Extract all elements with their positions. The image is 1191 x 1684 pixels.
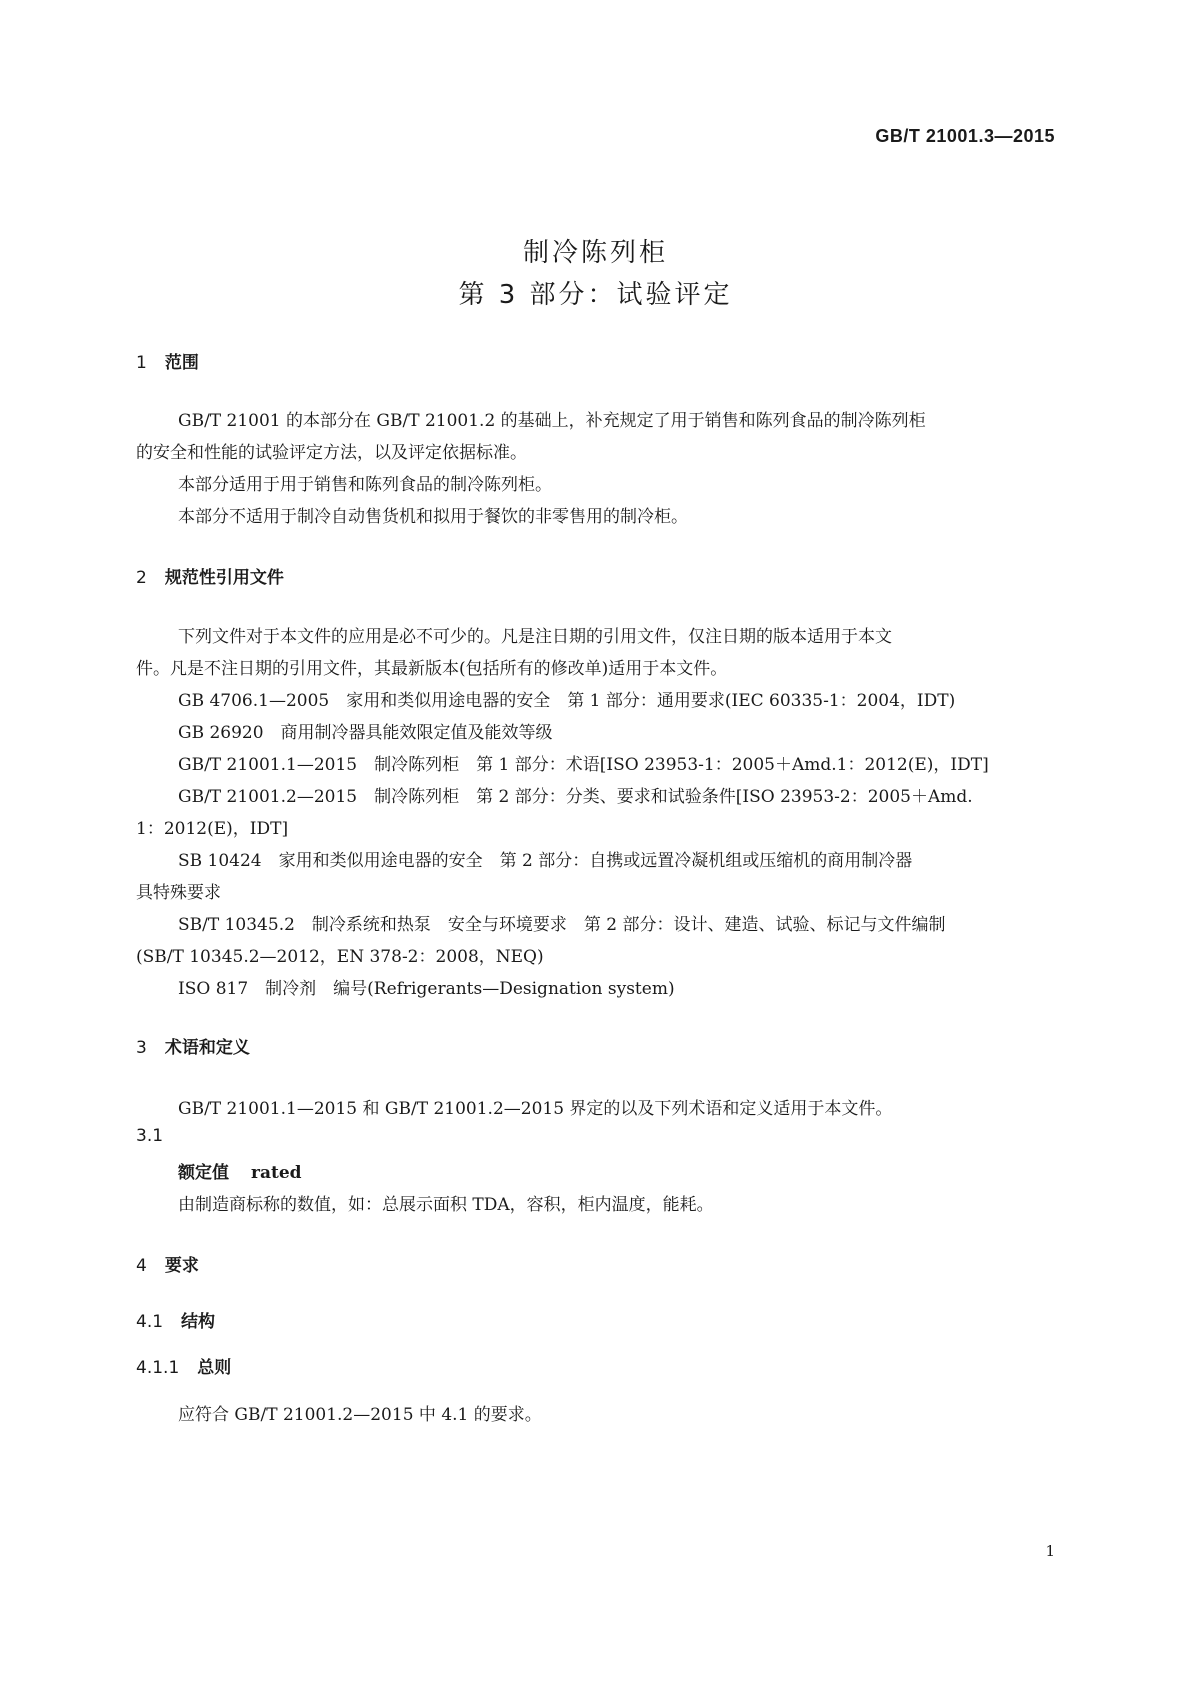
- term-definition: 由制造商标称的数值，如：总展示面积 TDA，容积，柜内温度，能耗。: [178, 1195, 714, 1215]
- section-title: 术语和定义: [164, 1038, 250, 1058]
- section-title: 要求: [164, 1256, 199, 1276]
- section-4-1-heading: [136, 1307, 215, 1332]
- section-2-heading: [136, 563, 284, 588]
- reference-item: GB 4706.1—2005 家用和类似用途电器的安全 第 1 部分：通用要求(IEC 60335-1：2004，IDT): [178, 691, 956, 711]
- section-title: 规范性引用文件: [164, 568, 284, 588]
- section-1-heading: [136, 348, 199, 373]
- paragraph-line: 本部分适用于用于销售和陈列食品的制冷陈列柜。: [178, 475, 552, 495]
- paragraph-line: 下列文件对于本文件的应用是必不可少的。凡是注日期的引用文件，仅注日期的版本适用于本文: [178, 627, 892, 647]
- section-4-1-1-heading: [136, 1353, 231, 1378]
- standard-code: GB/T 21001.3—2015: [875, 126, 1055, 146]
- reference-item: ISO 817 制冷剂 编号(Refrigerants—Designation system): [178, 979, 675, 999]
- section-3-heading: [136, 1033, 250, 1058]
- reference-item: GB/T 21001.2—2015 制冷陈列柜 第 2 部分：分类、要求和试验条件[ISO 23953-2：2005＋Amd.: [178, 787, 973, 807]
- term-number: 3.1: [136, 1126, 164, 1146]
- term-cn: 额定值: [178, 1163, 229, 1183]
- paragraph-line: GB/T 21001 的本部分在 GB/T 21001.2 的基础上，补充规定了用于销售和陈列食品的制冷陈列柜: [178, 411, 926, 431]
- section-number: 1: [136, 353, 147, 373]
- reference-item-cont: 1：2012(E)，IDT]: [136, 819, 289, 839]
- reference-item-cont: 具特殊要求: [136, 883, 221, 903]
- section-title: 范围: [164, 353, 199, 373]
- paragraph-line: 本部分不适用于制冷自动售货机和拟用于餐饮的非零售用的制冷柜。: [178, 507, 688, 527]
- paragraph-line: GB/T 21001.1—2015 和 GB/T 21001.2—2015 界定的以及下列术语和定义适用于本文件。: [178, 1099, 893, 1119]
- document-subtitle: 第 3 部分：试验评定: [458, 280, 733, 310]
- document-title: 制冷陈列柜: [522, 238, 668, 268]
- paragraph-line: 应符合 GB/T 21001.2—2015 中 4.1 的要求。: [178, 1405, 542, 1425]
- section-title: 结构: [181, 1312, 216, 1332]
- section-4-heading: [136, 1251, 199, 1276]
- term-en: rated: [251, 1163, 302, 1183]
- section-number: 4.1: [136, 1312, 164, 1332]
- paragraph-line: 的安全和性能的试验评定方法，以及评定依据标准。: [136, 443, 527, 463]
- term-entry: [178, 1158, 302, 1183]
- page-number: 1: [1045, 1542, 1055, 1560]
- reference-item-cont: (SB/T 10345.2—2012，EN 378-2：2008，NEQ): [136, 947, 544, 967]
- section-title: 总则: [197, 1358, 232, 1378]
- section-number: 2: [136, 568, 147, 588]
- reference-item: SB/T 10345.2 制冷系统和热泵 安全与环境要求 第 2 部分：设计、建造、试验、标记与文件编制: [178, 915, 946, 935]
- section-number: 3: [136, 1038, 147, 1058]
- paragraph-line: 件。凡是不注日期的引用文件，其最新版本(包括所有的修改单)适用于本文件。: [136, 659, 728, 679]
- section-number: 4: [136, 1256, 147, 1276]
- reference-item: GB 26920 商用制冷器具能效限定值及能效等级: [178, 723, 553, 743]
- section-number: 4.1.1: [136, 1358, 180, 1378]
- reference-item: GB/T 21001.1—2015 制冷陈列柜 第 1 部分：术语[ISO 23953-1：2005＋Amd.1：2012(E)，IDT]: [178, 755, 989, 775]
- reference-item: SB 10424 家用和类似用途电器的安全 第 2 部分：自携或远置冷凝机组或压缩机的商用制冷器: [178, 851, 913, 871]
